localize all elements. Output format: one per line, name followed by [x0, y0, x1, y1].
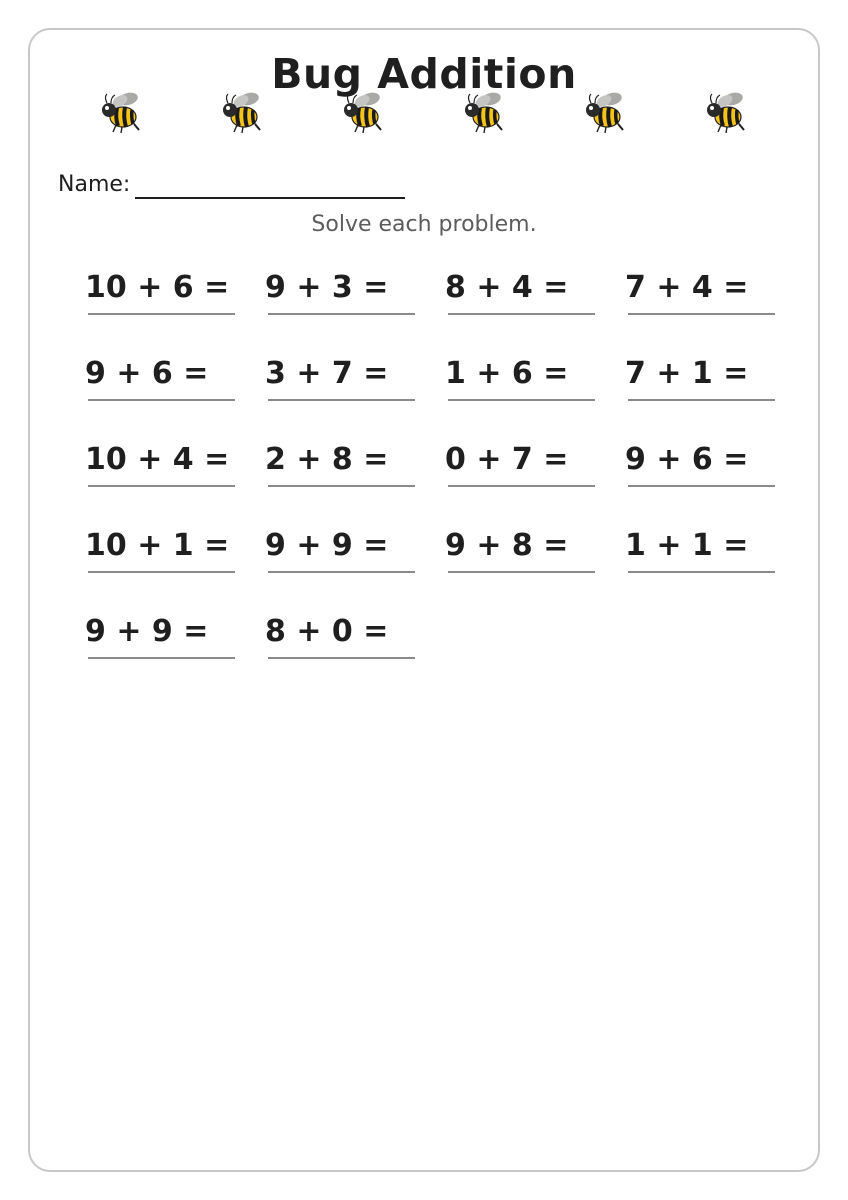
- answer-line[interactable]: [88, 399, 235, 401]
- addition-problem: [85, 356, 238, 416]
- problem-expression: 9 + 9 =: [265, 528, 389, 563]
- problem-expression: 10 + 4 =: [85, 442, 230, 477]
- addition-problem: [265, 442, 418, 502]
- addition-problem: [445, 442, 598, 502]
- name-field-line[interactable]: [135, 197, 405, 199]
- answer-line[interactable]: [448, 313, 595, 315]
- problem-expression: 10 + 1 =: [85, 528, 230, 563]
- problem-expression: 1 + 6 =: [445, 356, 569, 391]
- addition-problem: [265, 356, 418, 416]
- answer-line[interactable]: [268, 657, 415, 659]
- addition-problem: [85, 614, 238, 674]
- answer-line[interactable]: [268, 399, 415, 401]
- addition-problem: [265, 270, 418, 330]
- answer-line[interactable]: [268, 485, 415, 487]
- answer-line[interactable]: [628, 571, 775, 573]
- problem-expression: 9 + 8 =: [445, 528, 569, 563]
- addition-problem: [85, 442, 238, 502]
- problem-expression: 0 + 7 =: [445, 442, 569, 477]
- answer-line[interactable]: [628, 313, 775, 315]
- answer-line[interactable]: [448, 571, 595, 573]
- addition-problem: [625, 528, 778, 588]
- answer-line[interactable]: [628, 485, 775, 487]
- answer-line[interactable]: [88, 485, 235, 487]
- addition-problem: [265, 614, 418, 674]
- answer-line[interactable]: [448, 485, 595, 487]
- addition-problem: [445, 528, 598, 588]
- addition-problem: [625, 270, 778, 330]
- addition-problem: [625, 442, 778, 502]
- addition-problem: [85, 270, 238, 330]
- problem-expression: 8 + 4 =: [445, 270, 569, 305]
- addition-problem: [85, 528, 238, 588]
- name-label: Name:: [58, 172, 131, 197]
- problem-expression: 3 + 7 =: [265, 356, 389, 391]
- addition-problem: [265, 528, 418, 588]
- worksheet-border: [28, 28, 820, 1172]
- problem-expression: 7 + 4 =: [625, 270, 749, 305]
- answer-line[interactable]: [268, 571, 415, 573]
- answer-line[interactable]: [448, 399, 595, 401]
- addition-problem: [445, 356, 598, 416]
- answer-line[interactable]: [628, 399, 775, 401]
- problem-expression: 9 + 3 =: [265, 270, 389, 305]
- problem-expression: 9 + 9 =: [85, 614, 209, 649]
- problem-expression: 7 + 1 =: [625, 356, 749, 391]
- worksheet-title: Bug Addition: [271, 50, 577, 98]
- problem-expression: 10 + 6 =: [85, 270, 230, 305]
- answer-line[interactable]: [88, 571, 235, 573]
- answer-line[interactable]: [88, 313, 235, 315]
- problem-expression: 9 + 6 =: [85, 356, 209, 391]
- addition-problem: [445, 270, 598, 330]
- problem-expression: 1 + 1 =: [625, 528, 749, 563]
- answer-line[interactable]: [268, 313, 415, 315]
- addition-problem: [625, 356, 778, 416]
- answer-line[interactable]: [88, 657, 235, 659]
- problem-expression: 2 + 8 =: [265, 442, 389, 477]
- problem-expression: 8 + 0 =: [265, 614, 389, 649]
- problem-expression: 9 + 6 =: [625, 442, 749, 477]
- instructions-text: Solve each problem.: [311, 212, 537, 237]
